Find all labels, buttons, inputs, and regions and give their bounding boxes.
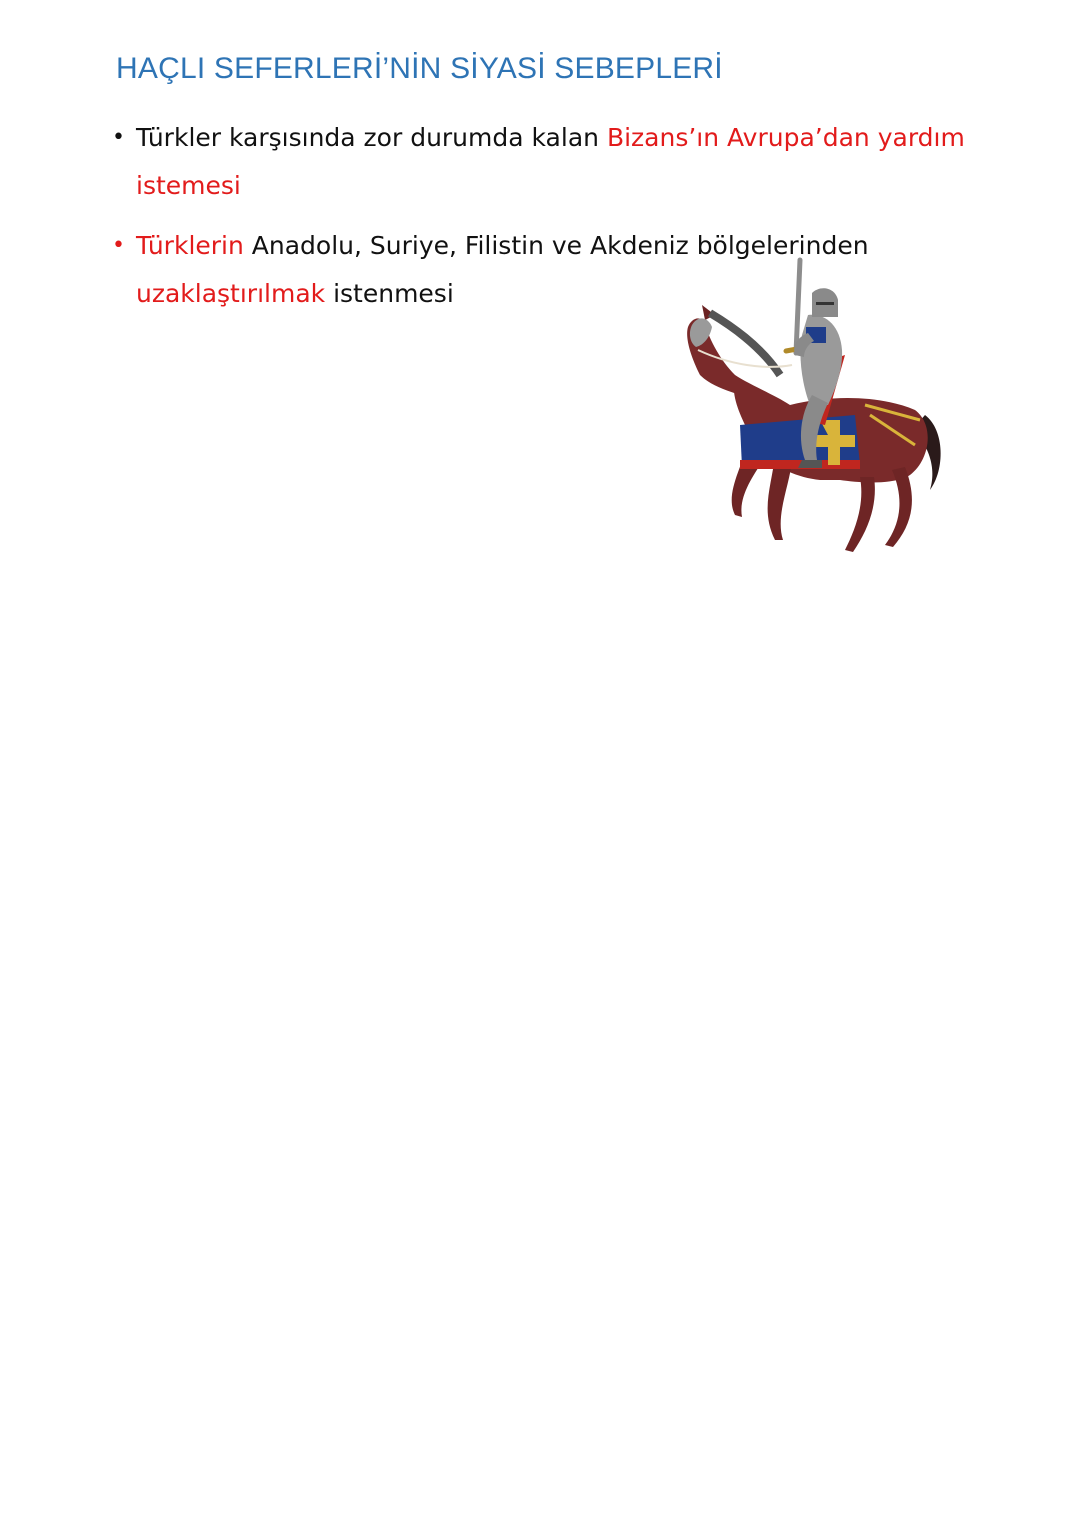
- text-segment: Anadolu, Suriye, Filistin ve Akdeniz bölgelerinden: [243, 231, 869, 260]
- bullet-icon: •: [112, 125, 125, 150]
- text-segment: Türkler karşısında zor durumda kalan: [136, 123, 607, 152]
- highlighted-text: Türklerin: [136, 231, 244, 260]
- page-title: HAÇLI SEFERLERİ’NİN SİYASİ SEBEPLERİ: [116, 52, 723, 85]
- list-item: [112, 114, 972, 210]
- knight-on-horse-image: [680, 255, 950, 565]
- highlighted-text: Bizans’ın Avrupa’dan yardım istemesi: [136, 123, 965, 200]
- text-segment: istenmesi: [325, 279, 454, 308]
- highlighted-text: uzaklaştırılmak: [136, 279, 326, 308]
- bullet-icon: •: [112, 233, 125, 258]
